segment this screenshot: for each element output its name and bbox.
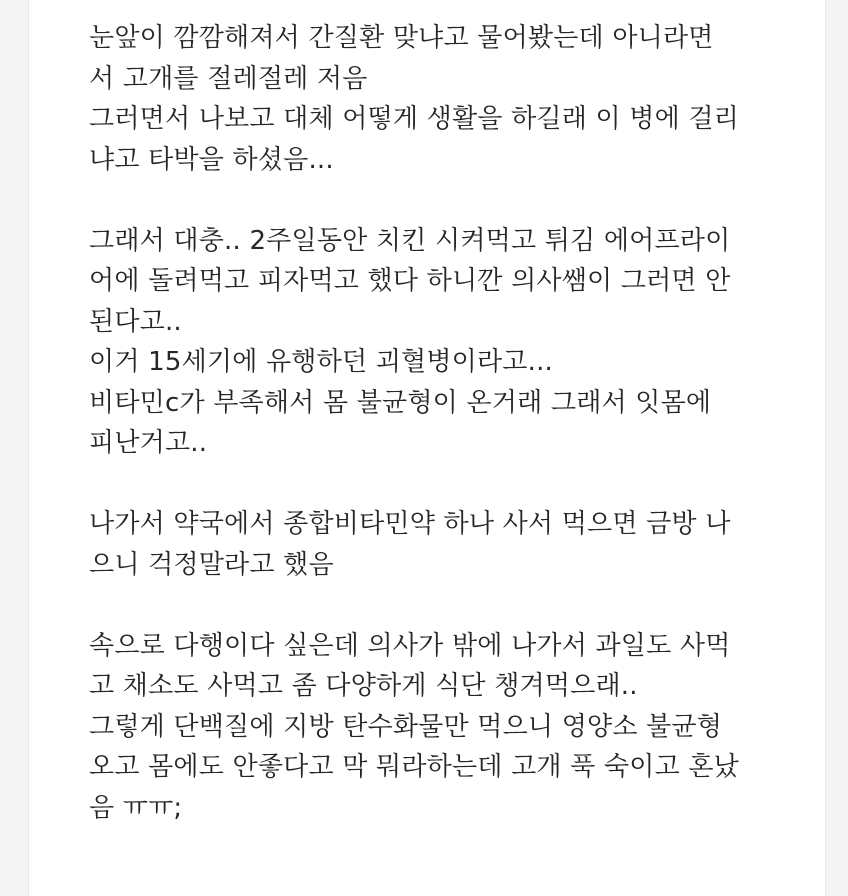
text-line: 서 고개를 절레절레 저음	[89, 63, 368, 94]
text-line: 오고 몸에도 안좋다고 막 뭐라하는데 고개 푹 숙이고 혼났	[89, 752, 739, 782]
text-line: 으니 걱정말라고 했음	[89, 549, 334, 580]
text-line: 된다고..	[89, 306, 182, 337]
blank-line	[89, 585, 809, 626]
text-line: 그러면서 나보고 대체 어떻게 생활을 하길래 이 병에 걸리	[89, 104, 739, 134]
text-line: 눈앞이 깜깜해져서 간질환 맞냐고 물어봤는데 아니라면	[89, 23, 714, 53]
text-line: 비타민c가 부족해서 몸 불균형이 온거래 그래서 잇몸에	[89, 387, 712, 418]
text-line: 나가서 약국에서 종합비타민약 하나 사서 먹으면 금방 나	[89, 509, 731, 539]
text-line: 음 ㅠㅠ;	[89, 792, 183, 823]
text-line: 냐고 타박을 하셨음...	[89, 144, 334, 175]
text-line: 그렇게 단백질에 지방 탄수화물만 먹으니 영양소 불균형	[89, 711, 723, 742]
text-line: 어에 돌려먹고 피자먹고 했다 하니깐 의사쌤이 그러면 안	[89, 266, 731, 296]
text-line: 고 채소도 사먹고 좀 다양하게 식단 챙겨먹으래..	[89, 671, 638, 701]
text-line: 피난거고..	[89, 428, 208, 458]
post-body-text	[89, 18, 809, 828]
post-content-page	[28, 0, 826, 896]
blank-line	[89, 180, 809, 221]
text-line: 이거 15세기에 유행하던 괴혈병이라고...	[89, 347, 554, 377]
text-line: 그래서 대충.. 2주일동안 치킨 시켜먹고 튀김 에어프라이	[89, 225, 731, 256]
blank-line	[89, 464, 809, 505]
text-line: 속으로 다행이다 싶은데 의사가 밖에 나가서 과일도 사먹	[89, 630, 731, 661]
